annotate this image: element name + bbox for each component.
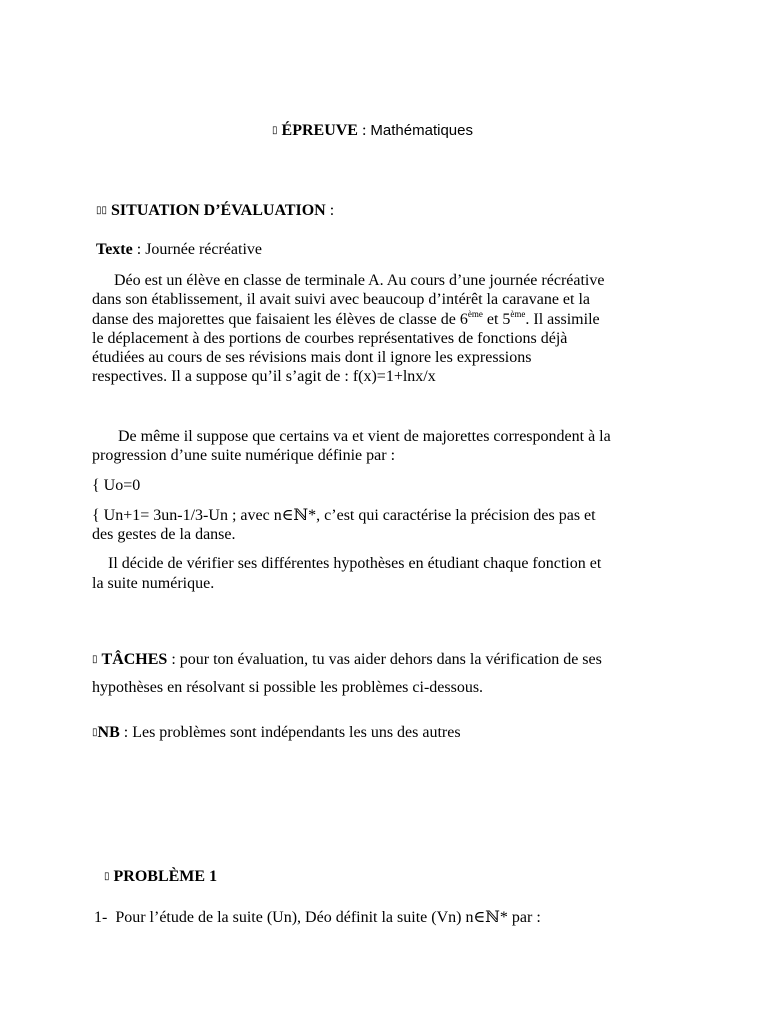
taches-text: : pour ton évaluation, tu vas aider dehors dans la vérification de ses	[167, 651, 602, 668]
suite-line: des gestes de la danse.	[92, 526, 236, 543]
paragraph-line	[92, 310, 600, 330]
probleme-label: PROBLÈME 1	[113, 868, 218, 885]
paragraph-text: et 5	[482, 311, 511, 328]
question-line	[94, 908, 541, 928]
taches-line	[92, 650, 602, 670]
paragraph-line: étudiées au cours de ses révisions mais dont il ignore les expressions	[92, 349, 532, 366]
paragraph-line: progression d’une suite numérique définie par :	[92, 447, 396, 464]
bullet-box-icon: ▯▯	[96, 205, 108, 216]
suite-line: { Uo=0	[92, 477, 141, 494]
probleme-heading	[104, 867, 217, 887]
situation-heading	[96, 201, 334, 221]
superscript: ème	[510, 309, 526, 319]
epreuve-separator: :	[357, 122, 371, 139]
question-number: 1-	[94, 909, 108, 926]
texte-separator: :	[132, 241, 146, 258]
paragraph-text: danse des majorettes que faisaient les élèves de classe de 6	[92, 311, 468, 328]
paragraph-line: le déplacement à des portions de courbes représentatives de fonctions déjà	[92, 330, 568, 347]
texte-label: Texte	[96, 241, 133, 258]
paragraph-line: De même il suppose que certains va et vient de majorettes correspondent à la	[118, 428, 611, 445]
bullet-box-icon: ▯	[92, 654, 98, 665]
situation-separator: :	[325, 202, 335, 219]
paragraph-line: Il décide de vérifier ses différentes hypothèses en étudiant chaque fonction et	[108, 555, 602, 572]
epreuve-value: Mathématiques	[370, 122, 473, 139]
paragraph-line: la suite numérique.	[92, 575, 215, 592]
paragraph-line: respectives. Il a suppose qu’il s’agit de : f(x)=1+lnx/x	[92, 368, 436, 385]
taches-line: hypothèses en résolvant si possible les problèmes ci-dessous.	[92, 679, 484, 696]
bullet-box-icon: ▯	[272, 125, 278, 136]
texte-value: Journée récréative	[145, 241, 262, 258]
epreuve-label: ÉPREUVE	[281, 122, 358, 139]
suite-line: { Un+1= 3un-1/3-Un ; avec n∈ℕ*, c’est qui caractérise la précision des pas et	[92, 507, 596, 524]
bullet-box-icon: ▯	[92, 727, 98, 738]
paragraph-line: Déo est un élève en classe de terminale A. Au cours d’une journée récréative	[114, 272, 605, 289]
nb-text: : Les problèmes sont indépendants les uns des autres	[119, 724, 461, 741]
epreuve-heading	[272, 121, 473, 141]
superscript: ème	[467, 309, 483, 319]
taches-label: TÂCHES	[101, 651, 168, 668]
nb-line	[92, 723, 461, 743]
paragraph-text: . Il assimile	[525, 311, 600, 328]
question-text: Pour l’étude de la suite (Un), Déo définit la suite (Vn) n∈ℕ* par :	[115, 909, 541, 926]
bullet-box-icon: ▯	[104, 871, 110, 882]
nb-label: NB	[97, 724, 120, 741]
texte-line	[96, 240, 262, 260]
paragraph-line: dans son établissement, il avait suivi avec beaucoup d’intérêt la caravane et la	[92, 291, 591, 308]
situation-label: SITUATION D’ÉVALUATION	[111, 202, 326, 219]
